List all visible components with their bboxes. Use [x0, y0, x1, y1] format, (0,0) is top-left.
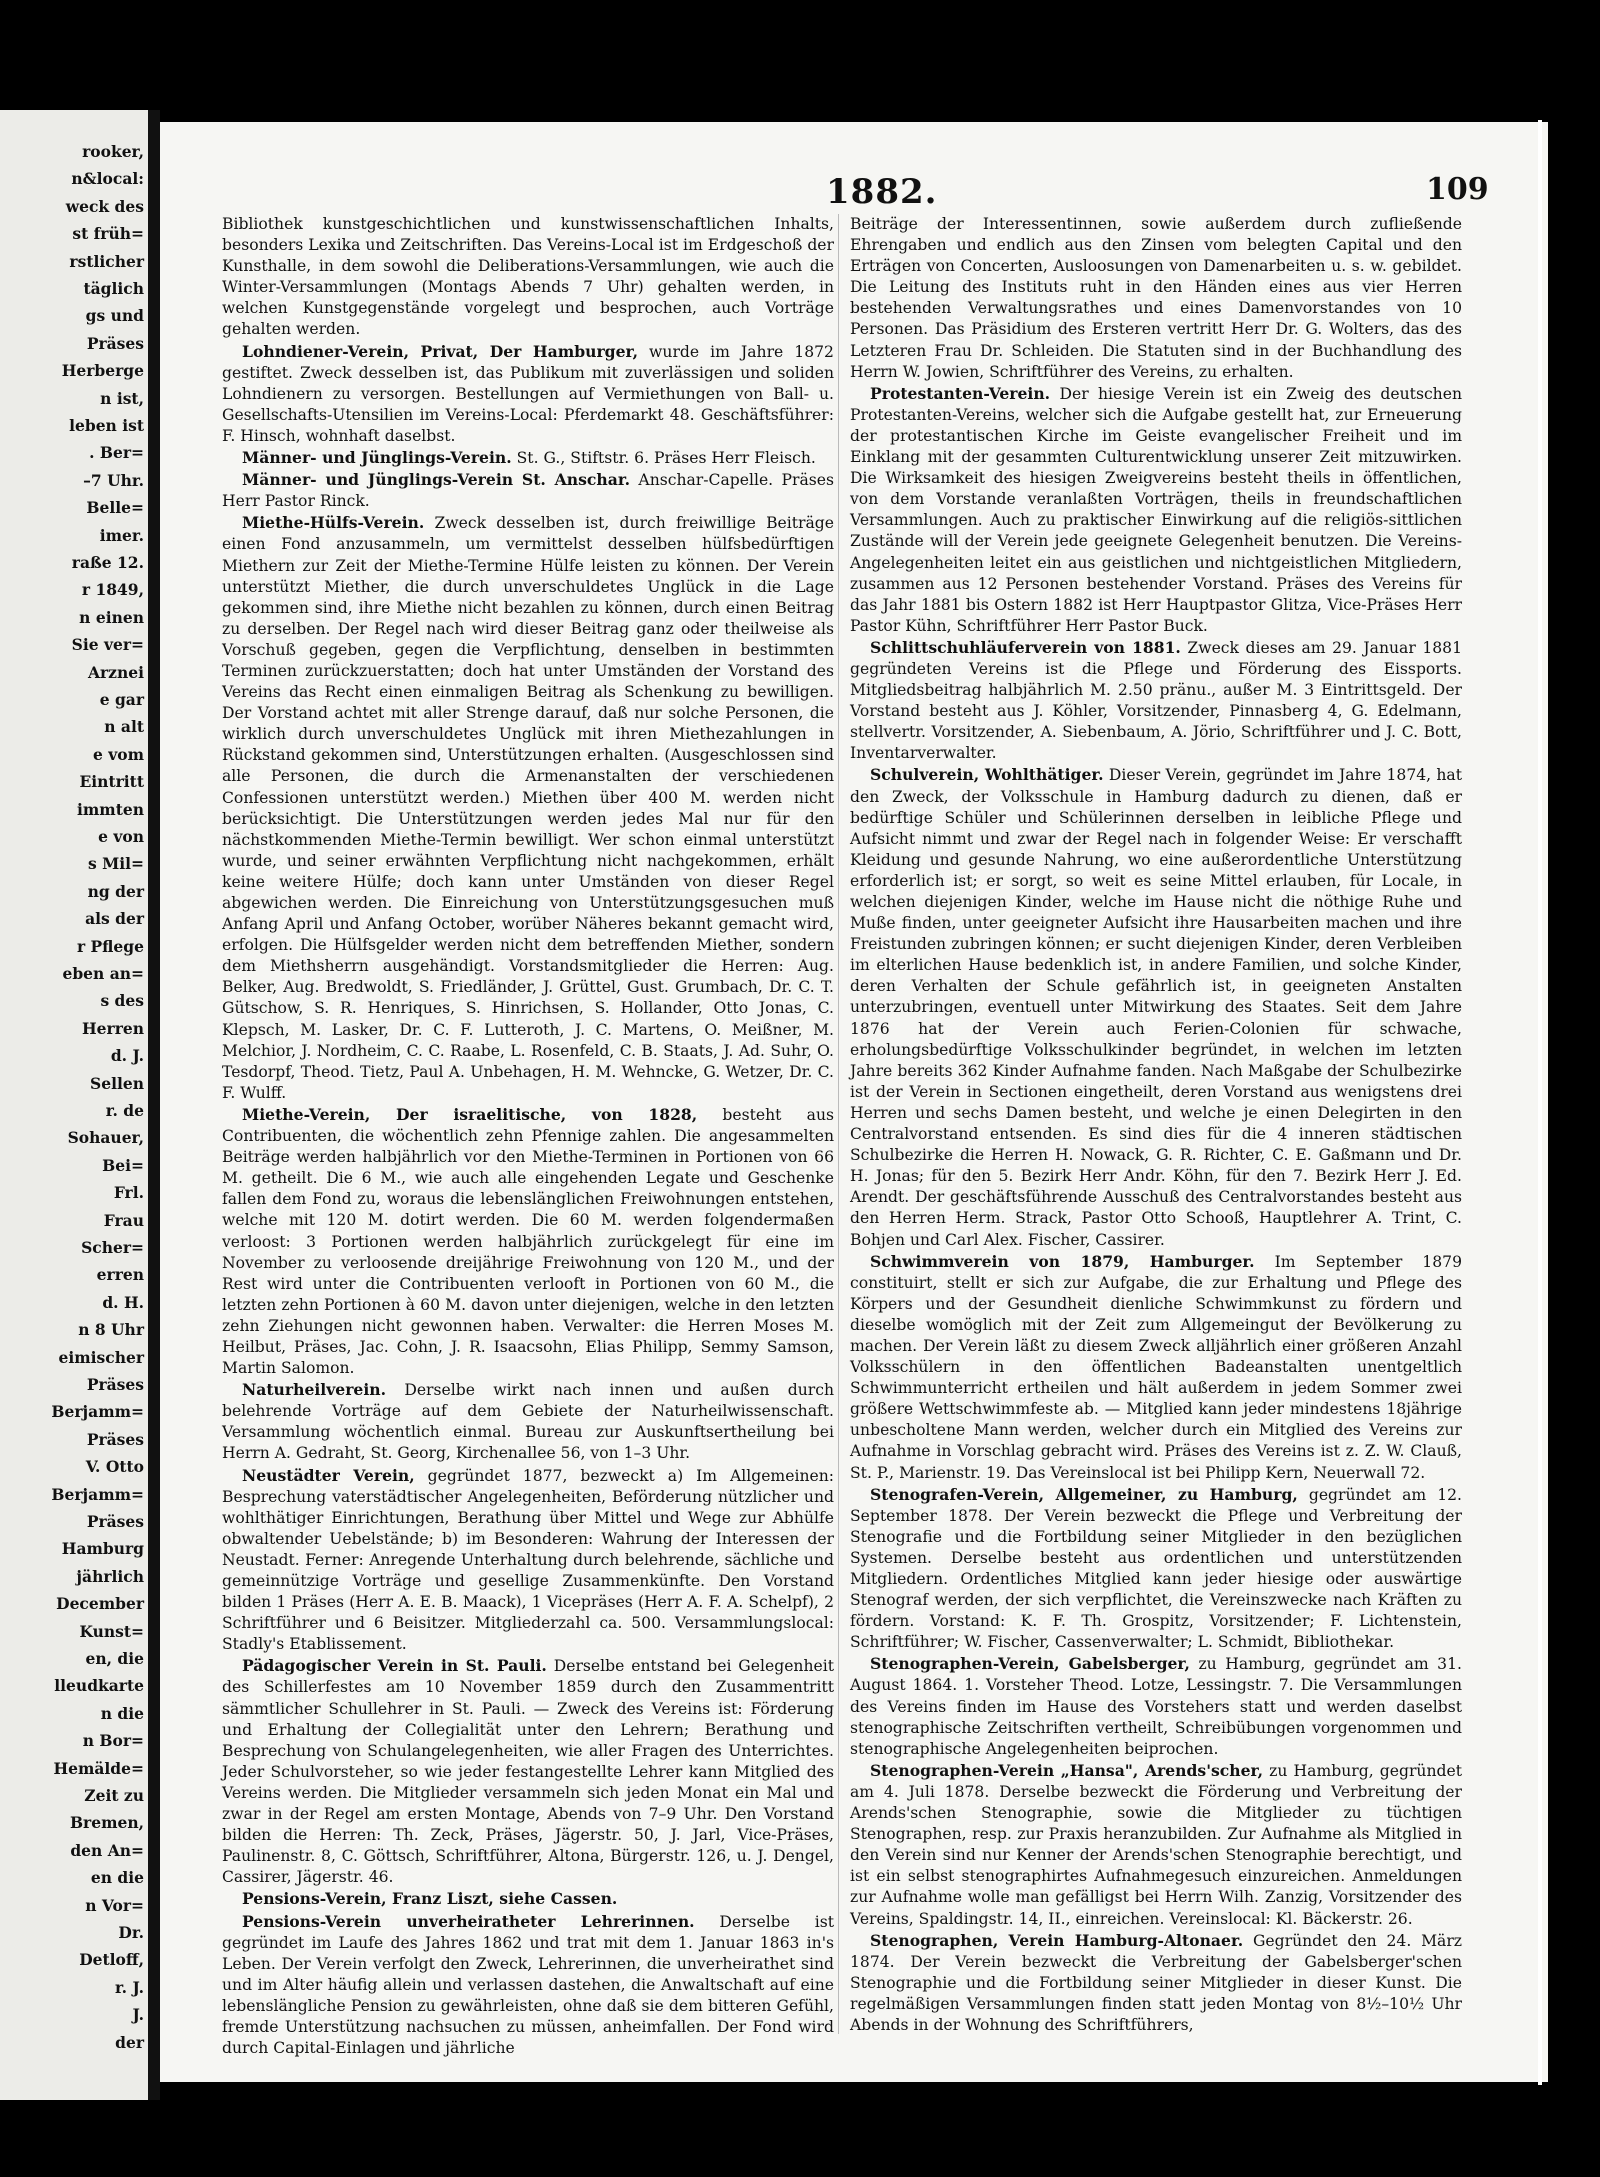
facing-page-text: n 8 Uhr: [78, 1320, 144, 1340]
facing-page-text: n&local:: [71, 169, 144, 189]
entry-text: Der hiesige Verein ist ein Zweig des deutschen Protestanten-Vereins, welcher sich die Aufgabe gestellt hat, zur Erneuerung der protestantischen Kirche im Geiste evangelischer Freiheit und im Einklang mit der gesammten Culturentwicklung unserer Zeit mitzuwirken. Die Wirksamkeit des hiesigen Zweigvereins besteht theils in öffentlichen, von dem Vorstande veranlaßten Vorträgen, theils in freundschaftlichen Versammlungen. Auch zu praktischer Einwirkung auf die religiös-sittlichen Zustände will der Verein jede geeignete Gelegenheit benutzen. Die Vereins-Angelegenheiten leitet ein aus geistlichen und nichtgeistlichen Mitgliedern, zusammen aus 12 Personen bestehender Vorstand. Präses des Vereins für das Jahr 1881 bis Ostern 1882 ist Herr Hauptpastor Glitza, Vice-Präses Herr Pastor Kühn, Schriftführer Herr Pastor Buck.: [850, 384, 1462, 635]
directory-entry: [850, 637, 1462, 765]
entry-text: Derselbe entstand bei Gelegenheit des Schillerfestes am 10 November 1859 durch den Zusammentritt sämmtlicher Schullehrer in St. Pauli. — Zweck des Vereins ist: Förderung und Erhaltung der Collegialität unter den Lehrern; Berathung und Besprechung von Schulangelegenheiten, wie aller Fragen des Unterrichtes. Jeder Schulvorsteher, so wie jeder festangestellte Lehrer kann Mitglied des Vereins werden. Die Mitglieder versammeln sich jeden Monat ein Mal und zwar in der Regel am ersten Montage, Abends von 7–9 Uhr. Den Vorstand bilden die Herren: Th. Zeck, Präses, Jägerstr. 50, J. Jarl, Vice-Präses, Paulinenstr. 8, C. Göttsch, Schriftführer, Altona, Bürgerstr. 126, u. J. Dengel, Cassirer, Jägerstr. 46.: [222, 1657, 834, 1887]
facing-page-text: e von: [98, 827, 144, 846]
facing-page-text: Hemälde=: [53, 1758, 144, 1778]
facing-page-text: en die: [90, 1868, 144, 1888]
facing-page-text: r. de: [105, 1101, 144, 1120]
entry-heading: Stenografen-Verein, Allgemeiner, zu Hamburg,: [870, 1484, 1298, 1504]
directory-entry: [222, 447, 834, 469]
facing-page-text: den An=: [70, 1840, 144, 1860]
right-column: [850, 214, 1462, 2036]
entry-text: Im September 1879 constituirt, stellt er sich zur Aufgabe, die zur Erhaltung und Pflege des Körpers und der Gesundheit dienliche Schwimmkunst zu fördern und dieselbe womöglich mit der Zeit zum Allgemeingut der Bevölkerung zu machen. Der Verein läßt zu diesem Zweck alljährlich einer größeren Anzahl Volksschülern in den öffentlichen Badeanstalten unentgeltlich Schwimmunterricht ertheilen und hält außerdem in jedem Sommer zwei größere Wettschwimmfeste ab. — Mitglied kann jeder mindestens 18jährige unbescholtene Mann werden, welcher durch ein Mitglied des Vereins zur Aufnahme in Vorschlag gebracht wird. Präses des Vereins ist z. Z. W. Clauß, St. P., Marienstr. 19. Das Vereinslocal ist bei Philipp Kern, Neuerwall 72.: [850, 1252, 1462, 1482]
facing-page-text: gs und: [85, 306, 144, 326]
facing-page-text: s Mil=: [87, 854, 144, 874]
facing-page-text: als der: [85, 909, 144, 929]
facing-page-text: . Ber=: [89, 443, 144, 463]
directory-entry: [222, 512, 834, 1104]
page-number: 109: [1426, 172, 1489, 207]
entry-text: Bibliothek kunstgeschichtlichen und kunstwissenschaftlichen Inhalts, besonders Lexika und Zeitschriften. Das Vereins-Local ist im Erdgeschoß der Kunsthalle, in dem sowohl die Deliberations-Versammlungen, wie auch die Winter-Versammlungen (Montags Abends 7 Uhr) gehalten werden, in welchen Kunstgegenstände vorgelegt und besprochen, auch Vorträge gehalten werden.: [222, 215, 834, 339]
facing-page-text: V. Otto: [85, 1457, 144, 1477]
facing-page-text: en, die: [85, 1649, 144, 1668]
entry-heading: Pensions-Verein, Franz Liszt, siehe Cassen.: [242, 1889, 618, 1909]
directory-entry: [850, 383, 1462, 637]
directory-entry: [850, 1653, 1462, 1759]
entry-heading: Protestanten-Verein.: [870, 383, 1051, 403]
facing-page-text: n Bor=: [82, 1731, 144, 1751]
facing-page-text: Präses: [86, 333, 144, 353]
facing-page-text: raße 12.: [71, 553, 144, 572]
facing-page-text: Präses: [86, 1429, 144, 1449]
directory-entry: [222, 1655, 834, 1888]
entry-text: besteht aus Contribuenten, die wöchentlich zehn Pfennige zahlen. Die angesammelten Beiträge werden halbjährlich vor den Miethe-Terminen in Portionen von 66 M. getheilt. Die 6 M., wie auch alle eingehenden Legate und Geschenke fallen dem Fond zu, woraus die lebenslänglichen Freiwohnungen entstehen, welche mit 120 M. dotirt werden. Die 60 M. werden folgendermaßen verloost: 3 Portionen werden halbjährlich zurückgelegt für eine im November zu verloosende dreijährige Freiwohnung von 120 M., und der Rest wird unter die Contribuenten verlooft in Portionen von 60 M., die letzten zehn Portionen à 60 M. davon unter diejenigen, welche in den letzten zehn Ziehungen nicht gewonnen haben. Verwalter: die Herren Moses M. Heilbut, Präses, Jac. Cohn, J. R. Isaacsohn, Elias Philipp, Semmy Samson, Martin Salomon.: [222, 1105, 834, 1378]
page: [160, 122, 1548, 2082]
facing-page-text: s des: [100, 991, 144, 1011]
entry-text: Beiträge der Interessentinnen, sowie außerdem durch zufließende Ehrengaben und endlich aus den Zinsen vom belegten Capital und den Erträgen von Concerten, Ausloosungen von Damenarbeiten u. s. w. gebildet. Die Leitung des Instituts ruht in den Händen eines aus vier Herren bestehenden Verwaltungsrathes und eines Damenvorstandes von 10 Personen. Das Präsidium des Ersteren vertritt Herr Dr. G. Wolters, das des Letzteren Frau Dr. Schleiden. Die Statuten sind in der Buchhandlung des Herrn W. Jowien, Schriftführer des Vereins, zu erhalten.: [850, 215, 1462, 381]
facing-page-text: Berjamm=: [51, 1484, 144, 1504]
facing-page-text: Herberge: [61, 361, 144, 381]
entry-heading: Pensions-Verein unverheiratheter Lehrerinnen.: [242, 1911, 695, 1931]
page-header: [160, 172, 1548, 212]
directory-entry: [850, 1251, 1462, 1484]
entry-heading: Pädagogischer Verein in St. Pauli.: [242, 1656, 547, 1676]
entry-text: gegründet am 12. September 1878. Der Verein bezweckt die Pflege und Verbreitung der Stenografie und die Fortbildung seiner Mitglieder in den bezüglichen Systemen. Derselbe besteht aus ordentlichen und unterstützenden Mitgliedern. Ordentliches Mitglied kann jeder hiesige oder auswärtige Stenograf werden, der sich verpflichtet, die Vereinszwecke nach Kräften zu fördern. Vorstand: K. F. Th. Grospitz, Vorsitzender; F. Lichtenstein, Schriftführer; W. Fischer, Cassenverwalter; L. Schmidt, Bibliothekar.: [850, 1485, 1462, 1652]
facing-page-text: Arznei: [87, 662, 144, 682]
entry-heading: Miethe-Hülfs-Verein.: [242, 513, 425, 533]
facing-page-text: Bei=: [102, 1155, 144, 1175]
facing-page-text: leben ist: [69, 416, 144, 435]
entry-heading: Männer- und Jünglings-Verein.: [242, 448, 512, 468]
directory-entry: [850, 764, 1462, 1250]
facing-page-text: Detloff,: [79, 1950, 144, 1970]
entry-text: gegründet 1877, bezweckt a) Im Allgemeinen: Besprechung vaterstädtischer Angelegenheiten, Beförderung nützlicher und wohlthätiger Einrichtungen, Berathung über Mittel und Wege zur Abhülfe obwaltender Uebelstände; b) im Besonderen: Wahrung der Interessen der Neustadt. Ferner: Anregende Unterhaltung durch belehrende, sächliche und gemeinnützige Vorträge und gesellige Zusammenkünfte. Den Vorstand bilden 1 Präses (Herr A. E. B. Maack), 1 Vicepräses (Herr A. F. A. Schelpf), 2 Schriftführer und 6 Beisitzer. Mitgliederzahl ca. 500. Versammlungslocal: Stadly's Etablissement.: [222, 1466, 835, 1654]
directory-entry: [222, 214, 834, 341]
directory-entry: [850, 1760, 1462, 1930]
entry-text: Derselbe ist gegründet im Laufe des Jahres 1862 und trat mit dem 1. Januar 1863 in's Leben. Der Verein verfolgt den Zweck, Lehrerinnen, die unverheirathet sind und im Alter häufig allein und verlassen dastehen, die Anwaltschaft auf eine lebenslängliche Pension zu gewährleisten, ohne daß sie dem bitteren Gefühl, fremde Unterstützung nachsuchen zu müssen, anheimfallen. Der Fond wird durch Capital-Einlagen und jährliche: [222, 1912, 834, 2058]
facing-page-text: r 1849,: [81, 580, 144, 600]
facing-page-text: weck des: [65, 196, 144, 216]
facing-page-text: ng der: [87, 881, 144, 901]
entry-text: St. G., Stiftstr. 6. Präses Herr Fleisch.: [511, 449, 816, 468]
left-column: [222, 214, 834, 2059]
entry-heading: Lohndiener-Verein, Privat, Der Hamburger,: [242, 341, 639, 361]
facing-page-text: n einen: [79, 607, 144, 627]
facing-page-text: Herren: [82, 1018, 144, 1038]
facing-page-text: n Vor=: [85, 1895, 144, 1915]
facing-page-text: eimischer: [58, 1347, 144, 1367]
page-edge-line: [1538, 120, 1542, 2085]
page-year: 1882.: [826, 172, 938, 212]
facing-page-text: der: [115, 2032, 144, 2052]
entry-text: zu Hamburg, gegründet am 4. Juli 1878. Derselbe bezweckt die Förderung und Verbreitung der Arends'schen Stenographie, sowie die Mitglieder zu tüchtigen Stenographen, resp. zur Praxis heranzubilden. Zur Aufnahme als Mitglied in den Verein sind nur Kenner der Arends'schen Stenographie berechtigt, und ist ein selbst stenographirtes Aufnahmegesuch einzureichen. Anmeldungen zur Aufnahme wolle man gefälligst bei Herrn Wilh. Zanzig, Vorsitzender des Vereins, Spaldingstr. 14, II., einreichen. Vereinslocal: Kl. Bäckerstr. 26.: [850, 1761, 1462, 1928]
directory-entry: [222, 469, 834, 512]
facing-page-text: Bremen,: [69, 1813, 144, 1833]
facing-page-text: d. J.: [110, 1046, 144, 1066]
facing-page-text: –7 Uhr.: [83, 470, 144, 490]
facing-page-text: n alt: [104, 717, 144, 737]
facing-page-text: eben an=: [62, 964, 144, 983]
entry-text: Derselbe wirkt nach innen und außen durch belehrende Vorträge auf dem Gebiete der Naturheilwissenschaft. Versammlung wöchentlich einmal. Bureau zur Auskunftsertheilung bei Herrn A. Gedraht, St. Georg, Kirchenallee 56, von 1–3 Uhr.: [222, 1381, 834, 1463]
entry-text: Zweck desselben ist, durch freiwillige Beiträge einen Fond anzusammeln, um vermittelst desselben hülfsbedürftigen Miethern zur Zeit der Miethe-Termine Hülfe leisten zu können. Der Verein unterstützt Miether, die durch unverschuldetes Unglück in die Lage gekommen sind, ihre Miethe nicht bezahlen zu können, durch einen Beitrag zu derselben. Der Regel nach wird dieser Beitrag ganz oder theilweise als Vorschuß gegeben, gegen die Verpflichtung, denselben in bestimmten Terminen zurückzuerstatten; doch hat unter Umständen der Vorstand des Vereins das Recht einen einmaligen Beitrag als Schenkung zu bewilligen. Der Vorstand achtet mit aller Strenge darauf, daß nur solche Personen, die wirklich durch unverschuldetes Unglück mit ihren Miethezahlungen in Rückstand gekommen sind, Unterstützungen erhalten. (Ausgeschlossen sind alle Personen, die durch die Armenanstalten der verschiedenen Confessionen unterstützt werden.) Miethen über 400 M. werden nicht berücksichtigt. Die Unterstützungen werden jedes Mal nur für den nächstkommenden Miethe-Termin bewilligt. Wer schon einmal unterstützt wurde, und seiner erwähnten Verpflichtung nicht nachgekommen, erhält keine weitere Hülfe; doch kann unter Umständen von dieser Regel abgewichen werden. Die Einreichung von Unterstützungsgesuchen muß Anfang April und Anfang October, worüber Näheres bekannt gemacht wird, erfolgen. Die Hülfsgelder werden nicht dem betreffenden Miether, sondern dem Miethsherrn ausgehändigt. Vorstandsmitglieder die Herren: Aug. Belker, Aug. Bredwoldt, S. Friedländer, J. Grüttel, Gust. Grumbach, Dr. C. T. Gütschow, S. R. Henriques, S. Hinrichsen, S. Hollander, Otto Jonas, C. Klepsch, M. Lasker, Dr. C. F. Lutteroth, J. C. Martens, O. Meißner, M. Melchior, J. Nordheim, C. C. Raabe, L. Rosenfeld, C. B. Staats, J. Ad. Suhr, O. Tesdorpf, Theod. Tietz, Paul A. Unbehagen, H. M. Wehncke, G. Wetzer, Dr. C. F. Wulff.: [222, 514, 834, 1102]
facing-page-text: Sohauer,: [67, 1128, 144, 1148]
facing-page-text: täglich: [83, 279, 144, 298]
facing-page-text: December: [56, 1594, 144, 1614]
entry-heading: Stenographen-Verein „Hansa", Arends'scher,: [870, 1760, 1264, 1780]
entry-heading: Schulverein, Wohlthätiger.: [870, 765, 1104, 785]
directory-entry: [222, 1888, 834, 1910]
facing-page-text: Präses: [86, 1375, 144, 1394]
facing-page-text: e gar: [99, 690, 144, 709]
directory-entry: [222, 341, 834, 447]
facing-page-text: n die: [100, 1703, 144, 1723]
facing-page-text: d. H.: [102, 1292, 144, 1312]
facing-page-text: Scher=: [81, 1238, 144, 1257]
entry-text: Anschar-Capelle. Präses Herr Pastor Rinck.: [222, 471, 834, 511]
directory-entry: [222, 1104, 834, 1379]
entry-heading: Männer- und Jünglings-Verein St. Anschar.: [242, 470, 631, 490]
entry-text: wurde im Jahre 1872 gestiftet. Zweck desselben ist, das Publikum mit zuverlässigen und soliden Lohndienern zu versorgen. Bestellungen auf Vermiethungen von Ball- u. Gesellschafts-Utensilien im Vereins-Local: Pferdemarkt 48. Geschäftsführer: F. Hinsch, wohnhaft daselbst.: [222, 342, 834, 445]
facing-page-text: Sellen: [90, 1073, 144, 1093]
directory-entry: [222, 1465, 834, 1656]
entry-heading: Stenographen-Verein, Gabelsberger,: [870, 1654, 1190, 1674]
facing-page-text: J.: [132, 2005, 144, 2025]
facing-page-text: rooker,: [82, 142, 144, 161]
facing-page-text: Eintritt: [79, 772, 144, 792]
facing-page-text: jährlich: [76, 1566, 144, 1586]
facing-page-text: Hamburg: [61, 1539, 144, 1559]
facing-page-text: Berjamm=: [51, 1402, 144, 1422]
facing-page-text: Belle=: [86, 498, 144, 518]
entry-heading: Stenographen, Verein Hamburg-Altonaer.: [870, 1930, 1244, 1950]
facing-page-text: Kunst=: [79, 1621, 144, 1641]
entry-heading: Schlittschuhläuferverein von 1881.: [870, 637, 1181, 657]
entry-text: Gegründet den 24. März 1874. Der Verein bezweckt die Verbreitung der Gabelsberger'schen Stenographie und die Fortbildung seiner Mitglieder in dieser Kunst. Die regelmäßigen Versammlungen finden statt jeden Montag von 8½–10½ Uhr Abends in der Wohnung des Schriftführers,: [850, 1931, 1463, 2034]
facing-page-text: Sie ver=: [71, 635, 144, 655]
directory-entry: [850, 214, 1462, 383]
entry-text: zu Hamburg, gegründet am 31. August 1864. 1. Vorsteher Theod. Lotze, Lessingstr. 7. Die Versammlungen des Vereins finden im Hause des Vorstehers statt und werden daselbst stenographische Zeitschriften vertheilt, Schreibübungen vorgenommen und stenographische Angelegenheiten beiprochen.: [850, 1655, 1462, 1758]
entry-heading: Miethe-Verein, Der israelitische, von 1828,: [242, 1104, 698, 1124]
facing-page-text: lleudkarte: [54, 1676, 144, 1696]
directory-entry: [222, 1911, 834, 2060]
column-divider: [838, 214, 839, 2034]
entry-text: Zweck dieses am 29. Januar 1881 gegründeten Vereins ist die Pflege und Förderung des Eissports. Mitgliedsbeitrag halbjährlich M. 2.50 pränu., außer M. 3 Eintrittsgeld. Der Vorstand besteht aus J. Köhler, Vorsitzender, Pinnasberg 4, G. Edelmann, stellvertr. Vorsitzender, A. Siebenbaum, A. Jörio, Schriftführer und J. C. Bott, Inventarverwalter.: [850, 638, 1462, 763]
facing-page-text: Präses: [86, 1512, 144, 1531]
directory-entry: [222, 1379, 834, 1464]
facing-page-text: Zeit zu: [84, 1786, 144, 1805]
facing-page-text: Frl.: [113, 1183, 144, 1203]
facing-page-text: r. J.: [114, 1977, 144, 1997]
entry-heading: Neustädter Verein,: [242, 1465, 415, 1485]
facing-page-text: e vom: [92, 744, 144, 764]
directory-entry: [850, 1930, 1462, 2036]
entry-heading: Schwimmverein von 1879, Hamburger.: [870, 1251, 1255, 1271]
facing-page-text: rstlicher: [69, 251, 144, 271]
facing-page-text: immten: [77, 799, 144, 819]
facing-page-text: Dr.: [118, 1923, 144, 1942]
entry-text: Dieser Verein, gegründet im Jahre 1874, hat den Zweck, der Volksschule in Hamburg dadurch zu dienen, daß er bedürftige Schüler und Schülerinnen derselben in leibliche Pflege und Aufsicht nimmt und zwar der Regel nach in folgender Weise: Er verschafft Kleidung und gesunde Nahrung, wo eine außerordentliche Unterstützung erforderlich ist; er sorgt, so weit es seine Mittel erlauben, für Locale, in welchen diejenigen Kinder, welche im Hause nicht die nöthige Ruhe und Muße finden, unter geeigneter Aufsicht ihre Hausarbeiten machen und ihre Freistunden zubringen können; er sucht diejenigen Kinder, deren Verbleiben im elterlichen Hause bedenklich ist, in andere Familien, und solche Kinder, deren Verhalten der Schule gefährlich ist, in geeigneten Anstalten unterzubringen, eventuell unter Mitwirkung des Staates. Seit dem Jahre 1876 hat der Verein auch Ferien-Colonien für schwache, erholungsbedürftige Volksschulkinder begründet, in welchen im letzten Jahre bereits 362 Kinder Aufnahme fanden. Nach Maßgabe der Schulbezirke ist der Verein in Sectionen eingetheilt, deren Vorstand aus wenigstens drei Herren und sechs Damen besteht, und welche je einen Delegirten in den Centralvorstand entsenden. Es sind dies für die 4 inneren städtischen Schulbezirke die Herren H. Nowack, G. R. Richter, C. E. Gaßmann und Dr. H. Jonas; für den 5. Bezirk Herr Andr. Köhn, für den 7. Bezirk Herr J. Ed. Arendt. Der geschäftsführende Ausschuß des Centralvorstandes besteht aus den Herren Herm. Strack, Pastor Otto Schooß, Hauptlehrer A. Trint, C. Bohjen und Carl Alex. Fischer, Cassirer.: [850, 766, 1462, 1249]
facing-page-text: Frau: [103, 1210, 144, 1230]
facing-page-text: st früh=: [72, 224, 144, 244]
facing-page-fragment: [0, 110, 148, 2100]
entry-heading: Naturheilverein.: [242, 1380, 387, 1400]
book-gutter: [148, 110, 160, 2100]
facing-page-text: r Pflege: [76, 936, 144, 956]
facing-page-text: erren: [96, 1265, 144, 1285]
directory-entry: [850, 1484, 1462, 1654]
facing-page-text: n ist,: [100, 388, 144, 408]
facing-page-text: imer.: [99, 525, 144, 545]
